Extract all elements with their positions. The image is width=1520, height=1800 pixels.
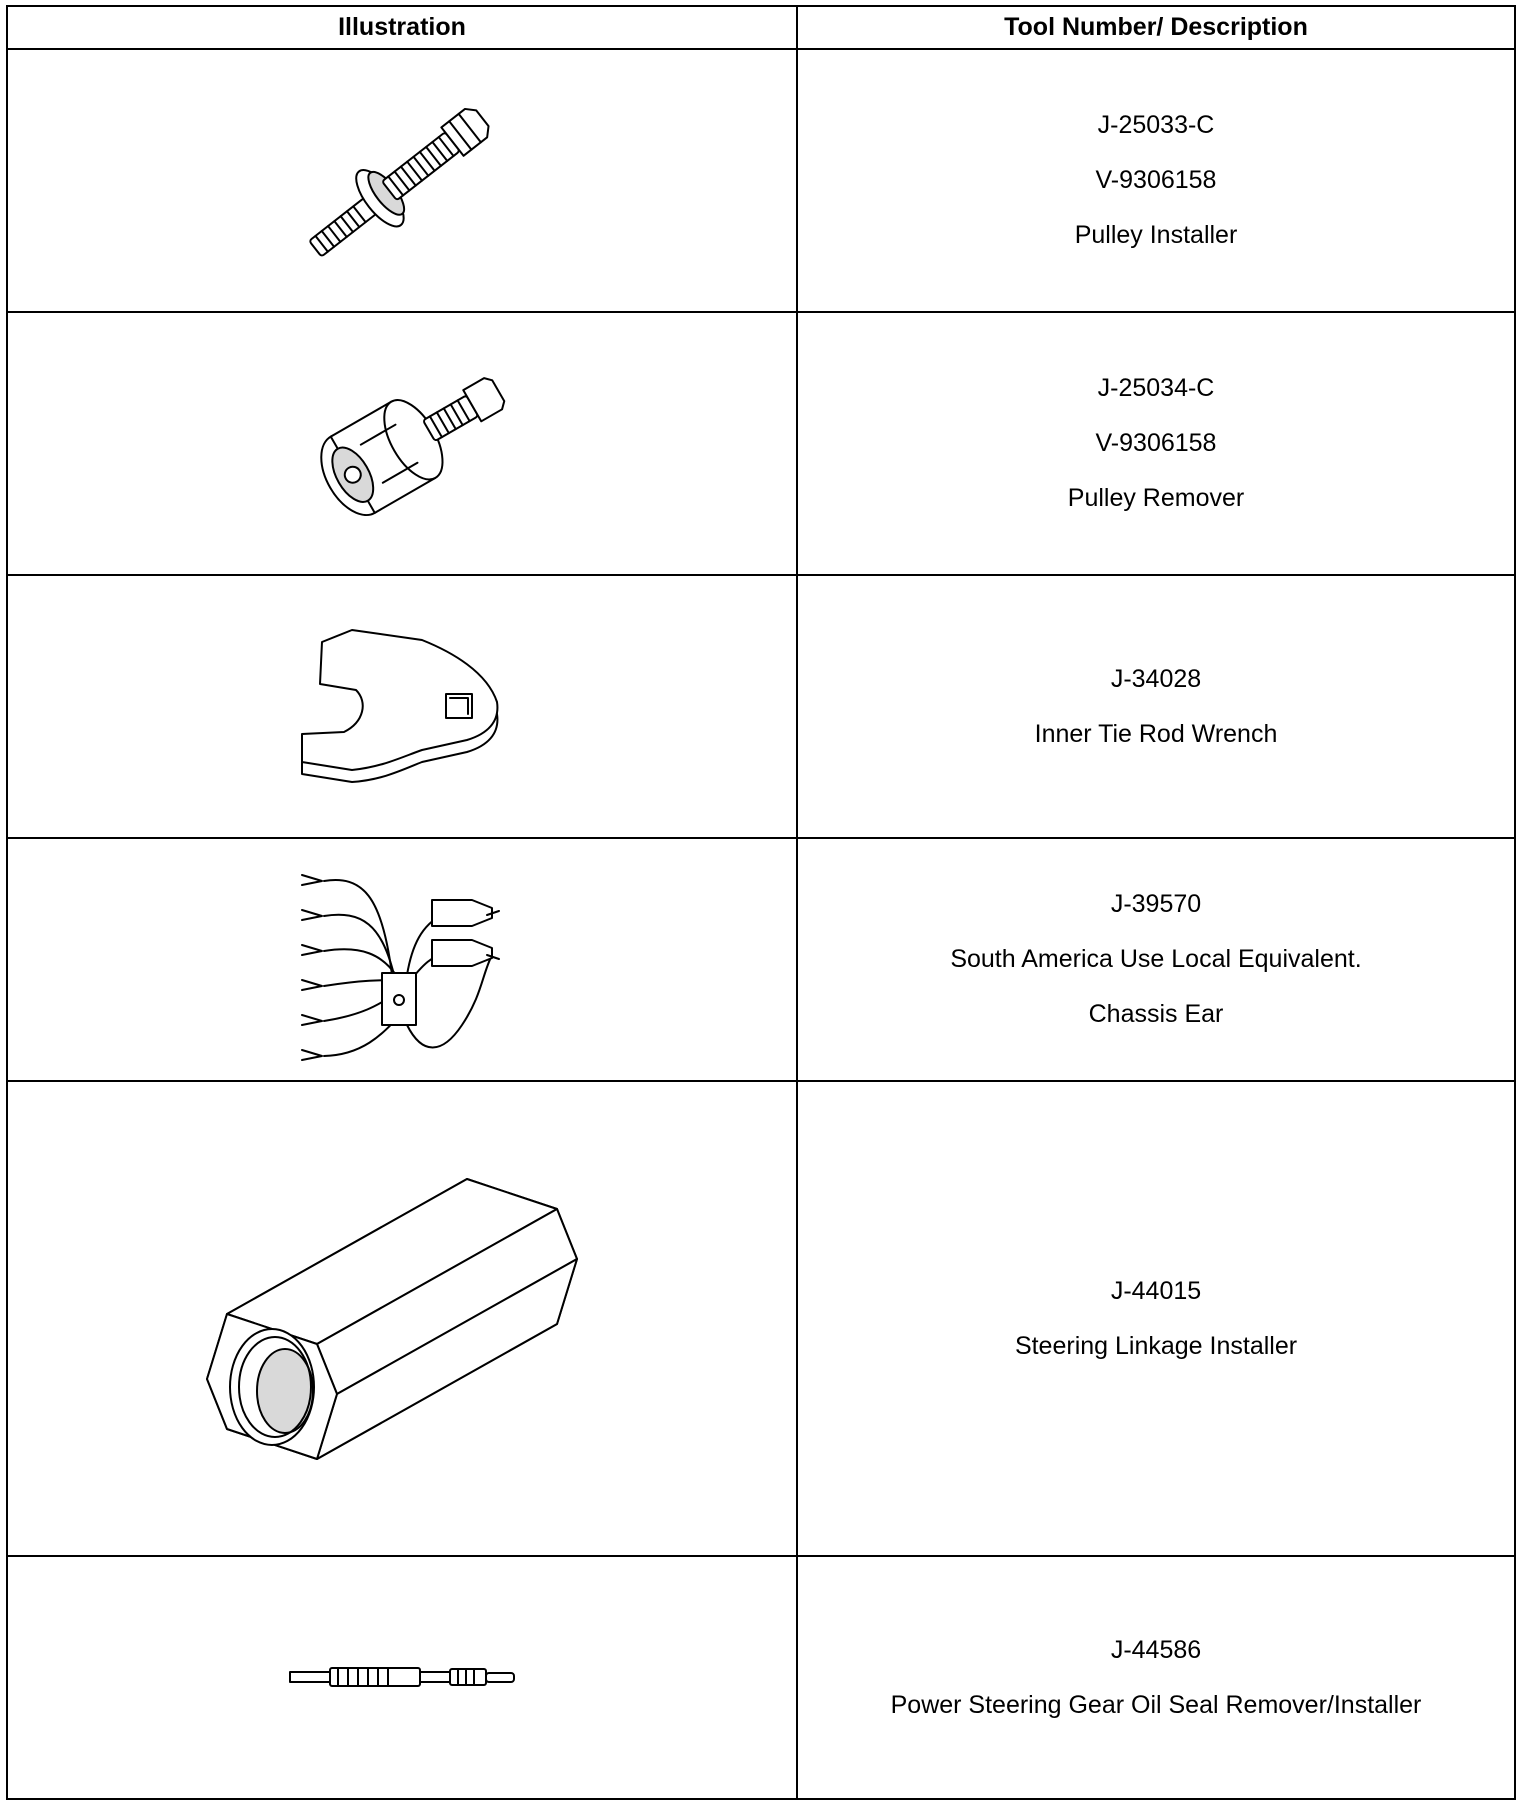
illustration-cell	[7, 49, 797, 312]
tool-number: J-25033-C	[1097, 111, 1215, 139]
table-row	[7, 1556, 1515, 1799]
tool-description: Inner Tie Rod Wrench	[1034, 719, 1278, 748]
illustration-cell	[7, 312, 797, 575]
tool-number: J-44586	[1110, 1635, 1202, 1664]
tool-alt-number: V-9306158	[1095, 429, 1217, 457]
illustration-cell	[7, 1081, 797, 1556]
description-cell	[797, 312, 1515, 575]
description-cell	[797, 1081, 1515, 1556]
tool-description: Chassis Ear	[1088, 1000, 1224, 1028]
illustration-cell	[7, 1556, 797, 1799]
pulley-installer-icon	[282, 101, 522, 261]
description-cell	[797, 49, 1515, 312]
illustration-header: Illustration	[7, 6, 797, 49]
special-tools-table	[6, 5, 1516, 1800]
pulley-remover-icon	[282, 364, 522, 524]
tool-description: Pulley Remover	[1067, 484, 1245, 512]
tool-number: J-25034-C	[1097, 374, 1215, 402]
table-row	[7, 838, 1515, 1081]
table-row	[7, 49, 1515, 312]
tool-number: J-44015	[1110, 1276, 1202, 1305]
table-row	[7, 575, 1515, 838]
tool-note: South America Use Local Equivalent.	[950, 945, 1362, 973]
description-cell	[797, 1556, 1515, 1799]
tool-number: J-34028	[1110, 664, 1202, 693]
table-row	[7, 312, 1515, 575]
chassis-ear-icon	[282, 855, 522, 1065]
table-header-row	[7, 6, 1515, 49]
seal-tool-icon	[282, 1648, 522, 1708]
table-row	[7, 1081, 1515, 1556]
illustration-cell	[7, 575, 797, 838]
tool-number: J-39570	[1110, 890, 1202, 918]
description-cell	[797, 575, 1515, 838]
hex-installer-icon	[167, 1129, 637, 1509]
illustration-cell	[7, 838, 797, 1081]
tool-alt-number: V-9306158	[1095, 166, 1217, 194]
tool-description: Power Steering Gear Oil Seal Remover/Installer	[890, 1690, 1422, 1719]
tool-description: Pulley Installer	[1074, 221, 1238, 249]
description-cell	[797, 838, 1515, 1081]
description-header: Tool Number/ Description	[797, 6, 1515, 49]
tie-rod-wrench-icon	[272, 622, 532, 792]
tool-description: Steering Linkage Installer	[1014, 1331, 1298, 1360]
